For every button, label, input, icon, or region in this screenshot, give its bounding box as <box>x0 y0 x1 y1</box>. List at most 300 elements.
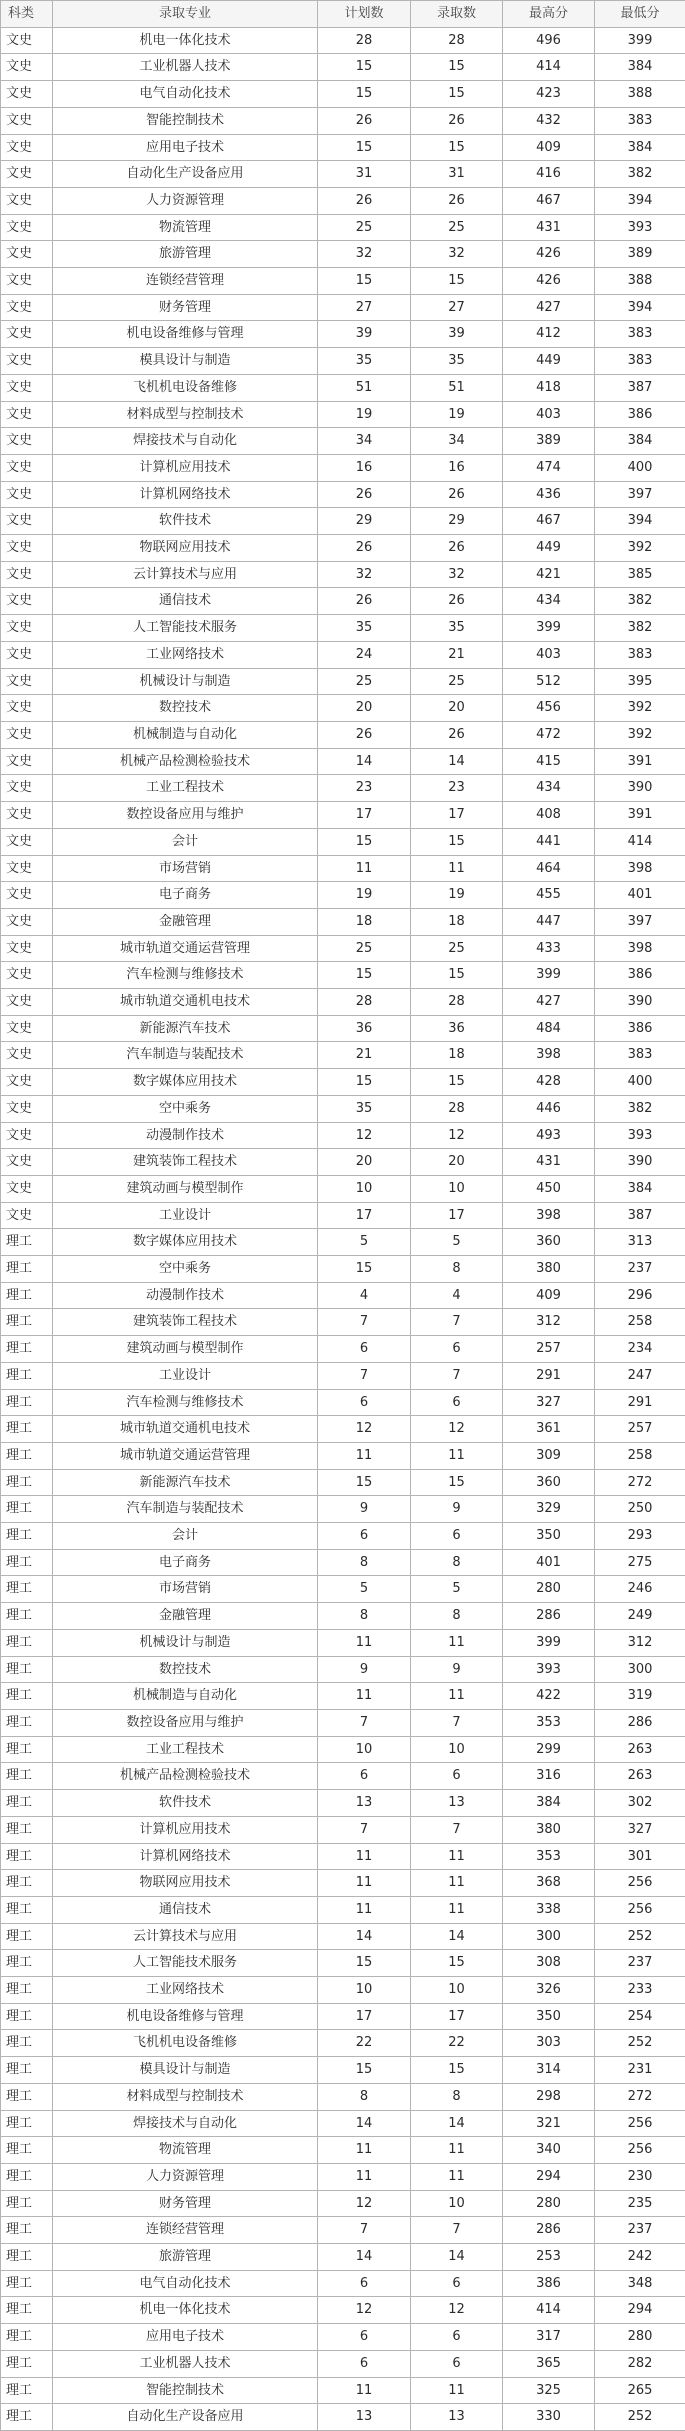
cell-min-score: 252 <box>595 1923 685 1950</box>
cell-min-score: 391 <box>595 802 685 829</box>
cell-min-score: 386 <box>595 1015 685 1042</box>
cell-max-score: 360 <box>503 1469 595 1496</box>
cell-major: 人工智能技术服务 <box>53 1950 318 1977</box>
cell-category: 文史 <box>1 935 53 962</box>
cell-min-score: 397 <box>595 481 685 508</box>
cell-max-score: 403 <box>503 401 595 428</box>
cell-plan-count: 26 <box>318 187 411 214</box>
cell-max-score: 416 <box>503 161 595 188</box>
cell-min-score: 386 <box>595 401 685 428</box>
cell-max-score: 415 <box>503 748 595 775</box>
cell-major: 智能控制技术 <box>53 107 318 134</box>
cell-max-score: 368 <box>503 1870 595 1897</box>
cell-admitted-count: 15 <box>411 828 503 855</box>
cell-min-score: 275 <box>595 1549 685 1576</box>
cell-category: 理工 <box>1 1282 53 1309</box>
cell-category: 文史 <box>1 962 53 989</box>
cell-plan-count: 35 <box>318 615 411 642</box>
cell-max-score: 449 <box>503 535 595 562</box>
cell-admitted-count: 7 <box>411 1710 503 1737</box>
table-row <box>1 1843 685 1870</box>
cell-major: 人力资源管理 <box>53 2163 318 2190</box>
cell-plan-count: 15 <box>318 268 411 295</box>
cell-category: 理工 <box>1 2003 53 2030</box>
cell-plan-count: 15 <box>318 81 411 108</box>
cell-min-score: 234 <box>595 1336 685 1363</box>
cell-major: 计算机网络技术 <box>53 1843 318 1870</box>
cell-major: 动漫制作技术 <box>53 1122 318 1149</box>
cell-plan-count: 28 <box>318 989 411 1016</box>
cell-max-score: 253 <box>503 2244 595 2271</box>
table-row <box>1 2404 685 2431</box>
cell-category: 理工 <box>1 2137 53 2164</box>
cell-admitted-count: 14 <box>411 2244 503 2271</box>
cell-admitted-count: 21 <box>411 641 503 668</box>
cell-plan-count: 10 <box>318 1736 411 1763</box>
header-min-score: 最低分 <box>595 1 685 28</box>
cell-category: 文史 <box>1 561 53 588</box>
cell-min-score: 257 <box>595 1416 685 1443</box>
cell-max-score: 433 <box>503 935 595 962</box>
cell-major: 计算机应用技术 <box>53 454 318 481</box>
table-row <box>1 1870 685 1897</box>
cell-plan-count: 13 <box>318 1790 411 1817</box>
cell-plan-count: 31 <box>318 161 411 188</box>
cell-max-score: 350 <box>503 2003 595 2030</box>
cell-category: 文史 <box>1 294 53 321</box>
table-row <box>1 1790 685 1817</box>
cell-max-score: 467 <box>503 508 595 535</box>
cell-plan-count: 11 <box>318 2377 411 2404</box>
cell-max-score: 455 <box>503 882 595 909</box>
cell-category: 理工 <box>1 1336 53 1363</box>
cell-min-score: 394 <box>595 508 685 535</box>
cell-category: 文史 <box>1 1122 53 1149</box>
cell-max-score: 399 <box>503 615 595 642</box>
cell-min-score: 383 <box>595 321 685 348</box>
cell-category: 文史 <box>1 107 53 134</box>
cell-max-score: 422 <box>503 1683 595 1710</box>
cell-category: 理工 <box>1 1496 53 1523</box>
cell-major: 电气自动化技术 <box>53 81 318 108</box>
cell-admitted-count: 15 <box>411 962 503 989</box>
cell-min-score: 263 <box>595 1736 685 1763</box>
cell-admitted-count: 26 <box>411 535 503 562</box>
cell-max-score: 474 <box>503 454 595 481</box>
cell-category: 文史 <box>1 668 53 695</box>
cell-plan-count: 11 <box>318 1629 411 1656</box>
cell-min-score: 256 <box>595 2137 685 2164</box>
cell-max-score: 431 <box>503 1149 595 1176</box>
cell-plan-count: 8 <box>318 1549 411 1576</box>
cell-plan-count: 12 <box>318 2190 411 2217</box>
table-row <box>1 2217 685 2244</box>
cell-admitted-count: 11 <box>411 1870 503 1897</box>
cell-category: 理工 <box>1 1576 53 1603</box>
cell-category: 文史 <box>1 27 53 54</box>
cell-plan-count: 10 <box>318 1175 411 1202</box>
cell-category: 理工 <box>1 1256 53 1283</box>
cell-major: 物联网应用技术 <box>53 535 318 562</box>
cell-min-score: 388 <box>595 268 685 295</box>
cell-category: 理工 <box>1 1683 53 1710</box>
cell-min-score: 401 <box>595 882 685 909</box>
cell-category: 文史 <box>1 1175 53 1202</box>
table-row <box>1 828 685 855</box>
cell-plan-count: 15 <box>318 134 411 161</box>
cell-plan-count: 14 <box>318 2244 411 2271</box>
cell-plan-count: 4 <box>318 1282 411 1309</box>
cell-min-score: 263 <box>595 1763 685 1790</box>
cell-major: 电气自动化技术 <box>53 2270 318 2297</box>
cell-plan-count: 20 <box>318 1149 411 1176</box>
cell-plan-count: 8 <box>318 2083 411 2110</box>
cell-category: 理工 <box>1 2377 53 2404</box>
cell-admitted-count: 28 <box>411 989 503 1016</box>
cell-min-score: 246 <box>595 1576 685 1603</box>
cell-admitted-count: 14 <box>411 748 503 775</box>
cell-major: 焊接技术与自动化 <box>53 428 318 455</box>
cell-min-score: 235 <box>595 2190 685 2217</box>
cell-admitted-count: 32 <box>411 561 503 588</box>
cell-major: 旅游管理 <box>53 241 318 268</box>
cell-category: 理工 <box>1 2297 53 2324</box>
table-row <box>1 2083 685 2110</box>
cell-min-score: 327 <box>595 1816 685 1843</box>
cell-max-score: 294 <box>503 2163 595 2190</box>
cell-category: 理工 <box>1 1923 53 1950</box>
cell-min-score: 382 <box>595 1095 685 1122</box>
cell-min-score: 237 <box>595 1950 685 1977</box>
cell-max-score: 286 <box>503 2217 595 2244</box>
cell-max-score: 446 <box>503 1095 595 1122</box>
cell-major: 城市轨道交通运营管理 <box>53 1442 318 1469</box>
cell-min-score: 312 <box>595 1629 685 1656</box>
cell-major: 工业机器人技术 <box>53 2350 318 2377</box>
cell-plan-count: 6 <box>318 2270 411 2297</box>
cell-max-score: 434 <box>503 588 595 615</box>
cell-category: 文史 <box>1 268 53 295</box>
cell-min-score: 256 <box>595 1896 685 1923</box>
table-row <box>1 1095 685 1122</box>
cell-plan-count: 17 <box>318 802 411 829</box>
cell-max-score: 456 <box>503 695 595 722</box>
cell-max-score: 303 <box>503 2030 595 2057</box>
cell-plan-count: 15 <box>318 1256 411 1283</box>
cell-category: 文史 <box>1 481 53 508</box>
cell-category: 文史 <box>1 802 53 829</box>
table-row <box>1 1282 685 1309</box>
table-row <box>1 1309 685 1336</box>
cell-major: 智能控制技术 <box>53 2377 318 2404</box>
cell-plan-count: 5 <box>318 1576 411 1603</box>
table-row <box>1 1442 685 1469</box>
cell-category: 文史 <box>1 508 53 535</box>
cell-plan-count: 15 <box>318 1469 411 1496</box>
cell-major: 电子商务 <box>53 882 318 909</box>
cell-plan-count: 28 <box>318 27 411 54</box>
table-row <box>1 1229 685 1256</box>
table-row <box>1 641 685 668</box>
table-row <box>1 1496 685 1523</box>
cell-major: 数字媒体应用技术 <box>53 1069 318 1096</box>
cell-admitted-count: 23 <box>411 775 503 802</box>
table-row <box>1 748 685 775</box>
cell-max-score: 426 <box>503 268 595 295</box>
cell-plan-count: 11 <box>318 1870 411 1897</box>
cell-plan-count: 26 <box>318 588 411 615</box>
cell-major: 机械产品检测检验技术 <box>53 1763 318 1790</box>
cell-admitted-count: 11 <box>411 855 503 882</box>
cell-major: 材料成型与控制技术 <box>53 2083 318 2110</box>
table-row <box>1 1149 685 1176</box>
cell-min-score: 282 <box>595 2350 685 2377</box>
cell-max-score: 496 <box>503 27 595 54</box>
cell-plan-count: 15 <box>318 962 411 989</box>
cell-max-score: 361 <box>503 1416 595 1443</box>
cell-plan-count: 10 <box>318 1977 411 2004</box>
cell-category: 理工 <box>1 1629 53 1656</box>
cell-admitted-count: 12 <box>411 2297 503 2324</box>
cell-min-score: 230 <box>595 2163 685 2190</box>
table-row <box>1 1256 685 1283</box>
cell-plan-count: 7 <box>318 1309 411 1336</box>
cell-major: 市场营销 <box>53 1576 318 1603</box>
cell-category: 文史 <box>1 1015 53 1042</box>
cell-max-score: 426 <box>503 241 595 268</box>
cell-min-score: 233 <box>595 1977 685 2004</box>
cell-max-score: 408 <box>503 802 595 829</box>
cell-min-score: 258 <box>595 1442 685 1469</box>
cell-plan-count: 15 <box>318 2057 411 2084</box>
cell-admitted-count: 35 <box>411 615 503 642</box>
cell-admitted-count: 20 <box>411 1149 503 1176</box>
cell-category: 文史 <box>1 321 53 348</box>
table-header <box>1 1 685 28</box>
cell-max-score: 380 <box>503 1256 595 1283</box>
table-row <box>1 2003 685 2030</box>
cell-max-score: 314 <box>503 2057 595 2084</box>
cell-max-score: 449 <box>503 348 595 375</box>
cell-max-score: 401 <box>503 1549 595 1576</box>
cell-category: 理工 <box>1 2030 53 2057</box>
cell-plan-count: 11 <box>318 855 411 882</box>
cell-min-score: 398 <box>595 855 685 882</box>
table-row <box>1 348 685 375</box>
cell-category: 文史 <box>1 882 53 909</box>
table-row <box>1 1923 685 1950</box>
cell-plan-count: 26 <box>318 721 411 748</box>
cell-max-score: 436 <box>503 481 595 508</box>
cell-major: 数控技术 <box>53 1656 318 1683</box>
table-row <box>1 294 685 321</box>
cell-category: 文史 <box>1 721 53 748</box>
cell-major: 工业设计 <box>53 1362 318 1389</box>
cell-category: 文史 <box>1 454 53 481</box>
cell-major: 通信技术 <box>53 588 318 615</box>
cell-min-score: 386 <box>595 962 685 989</box>
cell-category: 文史 <box>1 161 53 188</box>
cell-major: 数字媒体应用技术 <box>53 1229 318 1256</box>
cell-major: 模具设计与制造 <box>53 2057 318 2084</box>
cell-min-score: 242 <box>595 2244 685 2271</box>
cell-category: 理工 <box>1 2083 53 2110</box>
cell-major: 材料成型与控制技术 <box>53 401 318 428</box>
cell-plan-count: 51 <box>318 374 411 401</box>
table-row <box>1 2110 685 2137</box>
cell-min-score: 384 <box>595 428 685 455</box>
table-row <box>1 1122 685 1149</box>
cell-major: 新能源汽车技术 <box>53 1469 318 1496</box>
cell-admitted-count: 28 <box>411 27 503 54</box>
cell-min-score: 385 <box>595 561 685 588</box>
table-row <box>1 588 685 615</box>
table-row <box>1 241 685 268</box>
table-row <box>1 2324 685 2351</box>
cell-plan-count: 25 <box>318 935 411 962</box>
cell-plan-count: 18 <box>318 908 411 935</box>
cell-category: 理工 <box>1 1870 53 1897</box>
cell-min-score: 291 <box>595 1389 685 1416</box>
table-row <box>1 1469 685 1496</box>
table-row <box>1 1710 685 1737</box>
cell-min-score: 252 <box>595 2030 685 2057</box>
table-row <box>1 1069 685 1096</box>
cell-category: 文史 <box>1 748 53 775</box>
cell-min-score: 392 <box>595 535 685 562</box>
cell-major: 人工智能技术服务 <box>53 615 318 642</box>
cell-category: 文史 <box>1 828 53 855</box>
cell-admitted-count: 10 <box>411 2190 503 2217</box>
cell-plan-count: 32 <box>318 561 411 588</box>
cell-min-score: 397 <box>595 908 685 935</box>
cell-major: 应用电子技术 <box>53 134 318 161</box>
cell-admitted-count: 17 <box>411 1202 503 1229</box>
cell-major: 汽车制造与装配技术 <box>53 1042 318 1069</box>
cell-min-score: 231 <box>595 2057 685 2084</box>
table-row <box>1 161 685 188</box>
table-row <box>1 802 685 829</box>
cell-min-score: 286 <box>595 1710 685 1737</box>
cell-min-score: 400 <box>595 454 685 481</box>
cell-category: 理工 <box>1 2404 53 2431</box>
cell-plan-count: 26 <box>318 481 411 508</box>
cell-plan-count: 6 <box>318 1763 411 1790</box>
cell-min-score: 301 <box>595 1843 685 1870</box>
table-row <box>1 81 685 108</box>
cell-major: 城市轨道交通运营管理 <box>53 935 318 962</box>
cell-plan-count: 15 <box>318 1950 411 1977</box>
header-row <box>1 1 685 28</box>
cell-plan-count: 12 <box>318 1416 411 1443</box>
cell-admitted-count: 31 <box>411 161 503 188</box>
cell-max-score: 353 <box>503 1843 595 1870</box>
cell-major: 软件技术 <box>53 508 318 535</box>
cell-major: 汽车检测与维修技术 <box>53 962 318 989</box>
cell-max-score: 330 <box>503 2404 595 2431</box>
cell-admitted-count: 19 <box>411 882 503 909</box>
table-row <box>1 1816 685 1843</box>
cell-plan-count: 19 <box>318 882 411 909</box>
table-row <box>1 2190 685 2217</box>
cell-max-score: 329 <box>503 1496 595 1523</box>
table-row <box>1 1656 685 1683</box>
cell-major: 汽车检测与维修技术 <box>53 1389 318 1416</box>
cell-min-score: 393 <box>595 1122 685 1149</box>
table-row <box>1 27 685 54</box>
table-row <box>1 1015 685 1042</box>
cell-min-score: 247 <box>595 1362 685 1389</box>
cell-admitted-count: 25 <box>411 668 503 695</box>
cell-admitted-count: 8 <box>411 2083 503 2110</box>
cell-plan-count: 35 <box>318 1095 411 1122</box>
cell-category: 文史 <box>1 1069 53 1096</box>
cell-max-score: 298 <box>503 2083 595 2110</box>
cell-admitted-count: 7 <box>411 2217 503 2244</box>
cell-admitted-count: 26 <box>411 481 503 508</box>
cell-category: 文史 <box>1 1095 53 1122</box>
cell-max-score: 309 <box>503 1442 595 1469</box>
cell-plan-count: 11 <box>318 2137 411 2164</box>
cell-admitted-count: 11 <box>411 1442 503 1469</box>
cell-plan-count: 14 <box>318 1923 411 1950</box>
cell-admitted-count: 10 <box>411 1977 503 2004</box>
cell-admitted-count: 9 <box>411 1496 503 1523</box>
cell-category: 理工 <box>1 1603 53 1630</box>
cell-major: 旅游管理 <box>53 2244 318 2271</box>
cell-max-score: 326 <box>503 1977 595 2004</box>
cell-category: 文史 <box>1 54 53 81</box>
cell-category: 文史 <box>1 214 53 241</box>
table-row <box>1 2244 685 2271</box>
cell-major: 工业工程技术 <box>53 775 318 802</box>
table-row <box>1 989 685 1016</box>
cell-major: 人力资源管理 <box>53 187 318 214</box>
table-row <box>1 1950 685 1977</box>
cell-admitted-count: 4 <box>411 1282 503 1309</box>
cell-plan-count: 26 <box>318 535 411 562</box>
cell-plan-count: 7 <box>318 1710 411 1737</box>
table-row <box>1 1629 685 1656</box>
cell-major: 应用电子技术 <box>53 2324 318 2351</box>
cell-max-score: 291 <box>503 1362 595 1389</box>
cell-category: 理工 <box>1 1549 53 1576</box>
cell-plan-count: 16 <box>318 454 411 481</box>
cell-plan-count: 6 <box>318 1336 411 1363</box>
cell-admitted-count: 14 <box>411 1923 503 1950</box>
table-row <box>1 1523 685 1550</box>
cell-plan-count: 21 <box>318 1042 411 1069</box>
cell-plan-count: 14 <box>318 2110 411 2137</box>
cell-max-score: 428 <box>503 1069 595 1096</box>
cell-min-score: 390 <box>595 989 685 1016</box>
cell-min-score: 395 <box>595 668 685 695</box>
cell-major: 财务管理 <box>53 2190 318 2217</box>
cell-plan-count: 11 <box>318 1843 411 1870</box>
cell-category: 理工 <box>1 1469 53 1496</box>
cell-min-score: 250 <box>595 1496 685 1523</box>
cell-min-score: 256 <box>595 2110 685 2137</box>
cell-admitted-count: 26 <box>411 187 503 214</box>
cell-min-score: 414 <box>595 828 685 855</box>
table-row <box>1 1175 685 1202</box>
cell-max-score: 414 <box>503 54 595 81</box>
cell-admitted-count: 10 <box>411 1736 503 1763</box>
cell-admitted-count: 16 <box>411 454 503 481</box>
table-row <box>1 401 685 428</box>
cell-max-score: 321 <box>503 2110 595 2137</box>
cell-major: 云计算技术与应用 <box>53 1923 318 1950</box>
